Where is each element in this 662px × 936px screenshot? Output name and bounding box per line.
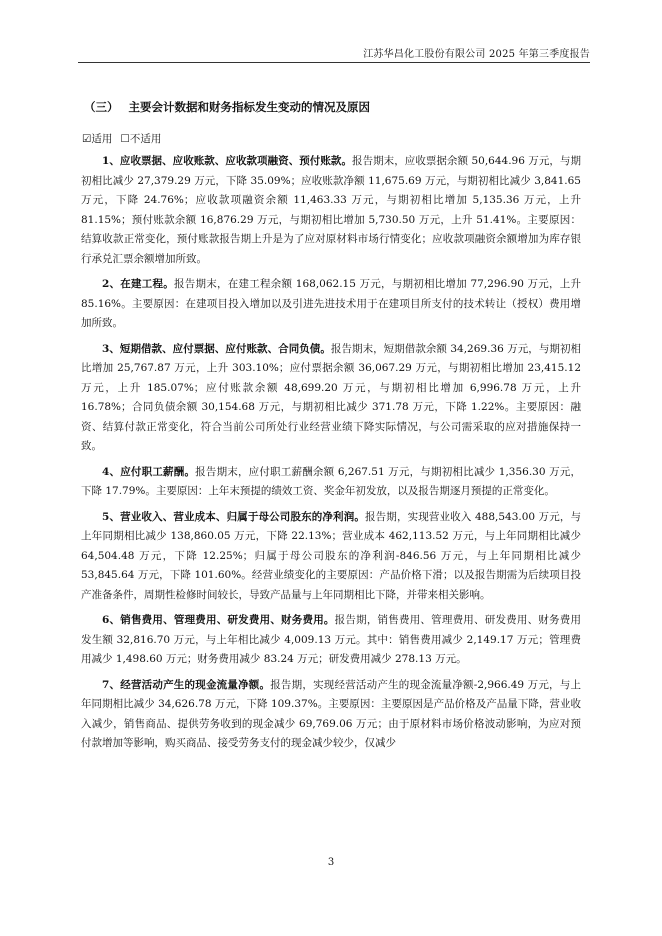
item-text: 报告期末，短期借款余额 34,269.36 万元，与期初相比增加 25,767.87 万元，上升 303.10%；应付票据余额 36,067.29 万元，与期初相比增加 23,415.12 万元，上升 185.07%；应付账款余额 48,699.20 万元，与期初相比增加 6,996.78 万元，上升 16.78%；合同负债余额 30,154.68 万元，与期初相比减少 371.78 万元，下降 1.22%。主要原因：融资、结算付款正常变化，符合当前公司所处行业经营业绩下降实际情况，与公司需采取的应对措施保持一致。 [81, 342, 581, 452]
item-heading: 5、营业收入、营业成本、归属于母公司股东的净利润。 [102, 510, 365, 523]
section-heading [84, 99, 370, 115]
page-header: 江苏华昌化工股份有限公司 2025 年第三季度报告 [363, 49, 590, 60]
not-applicable-checkbox-icon: ☐ [120, 133, 130, 145]
applicable-checkbox-icon: ☑ [82, 133, 92, 145]
applicable-label: 适用 [91, 133, 113, 145]
item-paragraph [81, 611, 581, 670]
item-heading: 4、应付职工薪酬。 [102, 465, 196, 478]
item-paragraph [81, 275, 581, 334]
item-text: 报告期，实现营业收入 488,543.00 万元，与上年同期相比减少 138,860.05 万元，下降 22.13%；营业成本 462,113.52 万元，与上年同期相比减少 64,504.48 万元，下降 12.25%；归属于母公司股东的净利润-846.56 万元，与上年同期相比减少 53,845.64 万元，下降 101.60%。经营业绩变化的主要原因：产品价格下滑；以及报告期需为后续项目投产准备条件，周期性检修时间较长，导致产品量与上年同期相比下降，并带来相关影响。 [81, 510, 582, 601]
item-heading: 6、销售费用、管理费用、研发费用、财务费用。 [102, 614, 335, 626]
section-number: （三） [84, 100, 119, 114]
item-text: 报告期，销售费用、管理费用、研发费用、财务费用发生额 32,816.70 万元，与上年相比减少 4,009.13 万元。其中：销售费用减少 2,149.17 万元；管理费用减少 1,498.60 万元；财务费用减少 83.24 万元；研发费用减少 278.13 万元。 [81, 614, 581, 665]
section-title: 主要会计数据和财务指标发生变动的情况及原因 [128, 100, 370, 114]
item-heading: 2、在建工程。 [102, 278, 175, 290]
item-paragraph [81, 340, 581, 457]
item-paragraph [81, 508, 581, 606]
not-applicable-label: 不适用 [129, 133, 162, 145]
item-heading: 7、经营活动产生的现金流量净额。 [102, 678, 271, 691]
item-text: 报告期末，应付职工薪酬余额 6,267.51 万元，与期初相比减少 1,356.30 万元，下降 17.79%。主要原因：上年末预提的绩效工资、奖金年初发放，以及报告期逐月预提的正常变化。 [81, 465, 581, 497]
header-divider [78, 62, 590, 63]
item-heading: 3、短期借款、应付票据、应付账款、合同负债。 [102, 342, 331, 355]
page-number: 3 [327, 857, 335, 868]
item-text: 报告期，实现经营活动产生的现金流量净额-2,966.49 万元，与上年同期相比减少 34,626.78 万元，下降 109.37%。主要原因：主要原因是产品价格及产品量下降，营业收入减少，销售商品、提供劳务收到的现金减少 69,769.06 万元；由于原材料市场价格波动影响，为应对预付款增加等影响，购买商品、接受劳务支付的现金减少较少，仅减少 [81, 678, 581, 749]
item-paragraph [81, 152, 581, 269]
item-heading: 1、应收票据、应收账款、应收款项融资、预付账款。 [102, 155, 353, 167]
item-text: 报告期末，在建工程余额 168,062.15 万元，与期初相比增加 77,296.90 万元，上升 85.16%。主要原因：在建项目投入增加以及引进先进技术用于在建项目所支付的技术转让（授权）费用增加所致。 [81, 278, 581, 329]
applicability-options [82, 131, 161, 146]
item-paragraph [81, 676, 581, 754]
item-paragraph [81, 463, 581, 502]
report-body [81, 152, 581, 760]
item-text: 报告期末，应收票据余额 50,644.96 万元，与期初相比减少 27,379.29 万元，下降 35.09%；应收账款净额 11,675.69 万元，与期初相比减少 3,841.65 万元，下降 24.76%；应收款项融资余额 11,463.33 万元，与期初相比增加 5,135.36 万元，上升 81.15%；预付账款余额 16,876.29 万元，与期初相比增加 5,730.50 万元，上升 51.41%。主要原因：结算收款正常变化，预付账款报告期上升是为了应对原材料市场行情变化；应收款项融资余额增加为库存银行承兑汇票余额增加所致。 [81, 155, 581, 265]
